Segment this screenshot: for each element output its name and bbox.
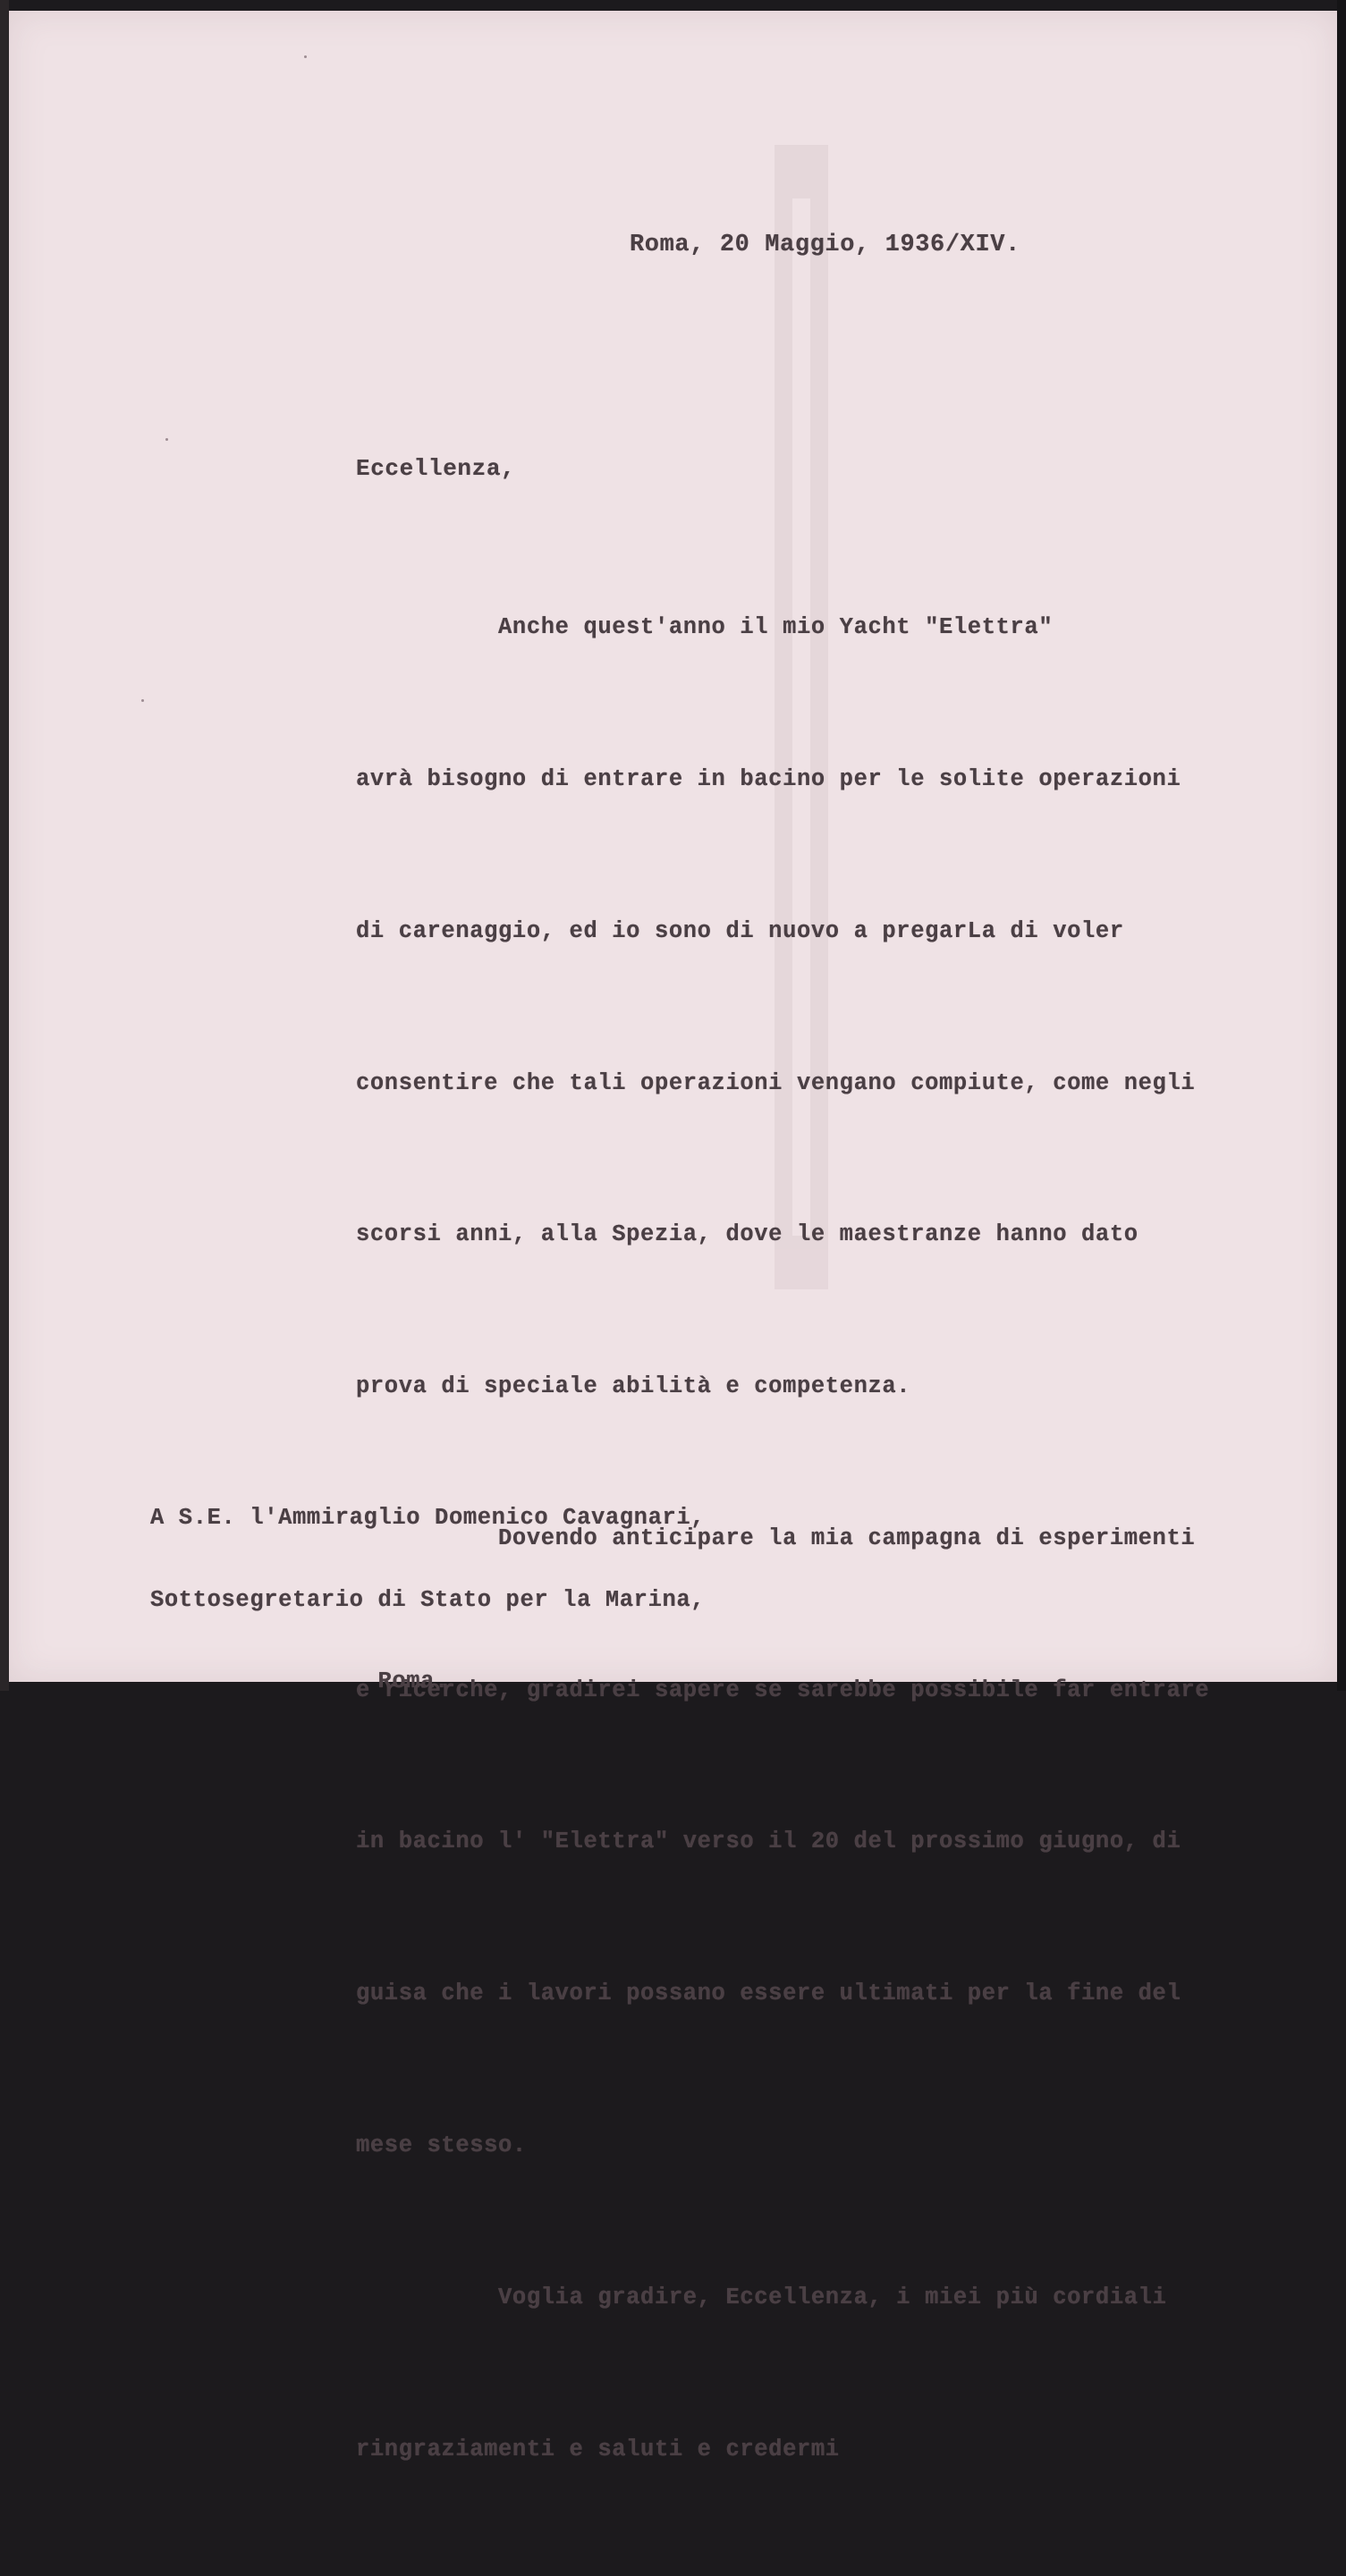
- body-line: in bacino l' "Elettra" verso il 20 del prossimo giugno, di: [356, 1829, 1181, 1855]
- paper-speck: [165, 438, 168, 441]
- letter-paper: [9, 11, 1337, 2462]
- body-line: e ricerche, gradirei sapere se sarebbe possibile far entrare: [356, 1677, 1210, 1703]
- body-line: mese stesso.: [356, 2133, 527, 2158]
- addressee-line: A S.E. l'Ammiraglio Domenico Cavagnari,: [150, 1505, 706, 1531]
- letter-addressee: [150, 1450, 705, 1751]
- paper-speck: [141, 699, 144, 702]
- paper-speck: [304, 55, 307, 58]
- letter-date: Roma, 20 Maggio, 1936/XIV.: [630, 232, 1020, 258]
- body-line: Dovendo anticipare la mia campagna di esperimenti: [356, 1524, 1196, 1551]
- body-line: Anche quest'anno il mio Yacht "Elettra": [356, 614, 1054, 641]
- addressee-line: Roma.: [150, 1668, 449, 1694]
- scan-border-left: [0, 0, 9, 1691]
- addressee-line: Sottosegretario di Stato per la Marina,: [150, 1586, 706, 1613]
- body-line: guisa che i lavori possano essere ultimati per la fine del: [356, 1981, 1181, 2007]
- body-line: di carenaggio, ed io sono di nuovo a pregarLa di voler: [356, 917, 1124, 944]
- body-line: consentire che tali operazioni vengano compiute, come negli: [356, 1069, 1196, 1096]
- body-line: avrà bisogno di entrare in bacino per le solite operazioni: [356, 765, 1181, 792]
- body-line: Voglia gradire, Eccellenza, i miei più cordiali: [356, 2284, 1167, 2310]
- body-line: ringraziamenti e saluti e credermi: [356, 2436, 840, 2462]
- body-line: prova di speciale abilità e competenza.: [356, 1373, 911, 1400]
- body-line: scorsi anni, alla Spezia, dove le maestranze hanno dato: [356, 1221, 1139, 1248]
- letter-salutation: Eccellenza,: [356, 455, 516, 482]
- scan-border-right: [1337, 0, 1346, 1691]
